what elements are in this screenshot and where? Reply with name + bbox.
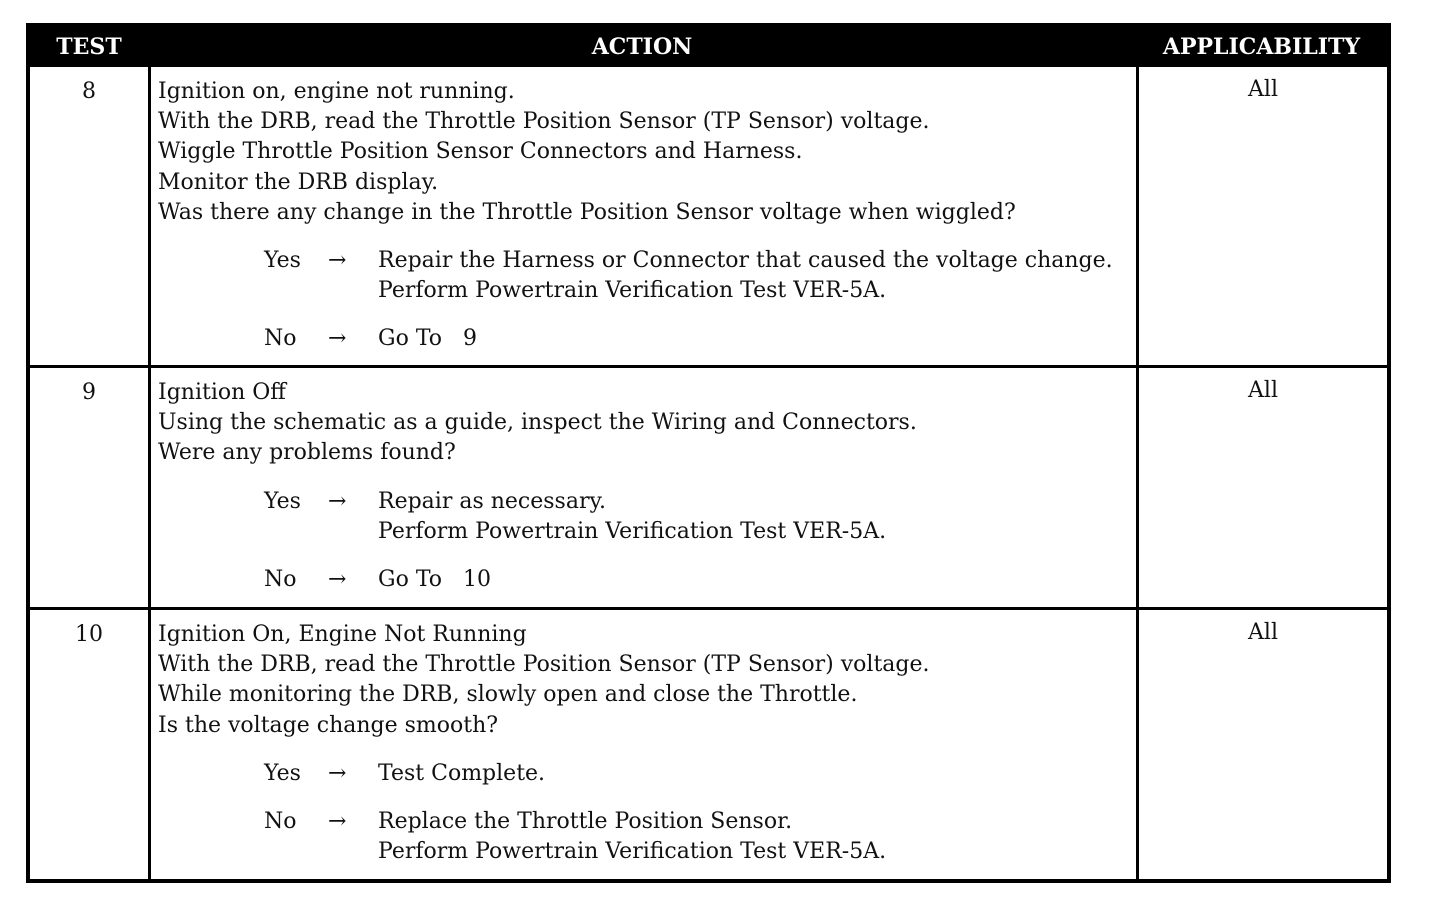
arrow-right-icon: → [328,326,347,352]
action-cell [158,378,1128,595]
branch-result [378,565,1128,595]
test-number: 10 [75,622,103,647]
result-line: Go To 9 [378,326,477,352]
action-step: Was there any change in the Throttle Position Sensor voltage when wiggled? [158,199,1016,225]
branch-label: No [264,326,297,352]
table-row-test-10 [30,610,1387,879]
branch-no [158,324,1128,354]
action-step: With the DRB, read the Throttle Position Sensor (TP Sensor) voltage. [158,109,930,135]
action-step: Using the schematic as a guide, inspect the Wiring and Connectors. [158,410,917,436]
branch-result [378,246,1128,306]
branch-label: Yes [264,248,301,274]
branch-yes [158,759,1128,789]
test-number: 8 [82,79,96,104]
applicability-cell: All [1248,620,1278,645]
branch-label: Yes [264,760,301,786]
result-line: Repair as necessary. [378,488,606,514]
branch-result [378,759,1128,789]
result-line: Go To 10 [378,567,491,593]
action-step: Were any problems found? [158,440,456,466]
branch-label: No [264,567,297,593]
arrow-right-icon: → [328,760,347,786]
action-step: Ignition On, Engine Not Running [158,622,527,647]
result-line: Replace the Throttle Position Sensor. [378,809,793,835]
action-step: Ignition Off [158,380,286,405]
header-test: TEST [56,34,122,60]
table-row-test-8 [30,67,1387,365]
result-line: Repair the Harness or Connector that caused the voltage change. [378,248,1113,274]
action-step: While monitoring the DRB, slowly open and close the Throttle. [158,682,858,708]
result-line: Perform Powertrain Verification Test VER-5A. [378,518,887,544]
arrow-right-icon: → [328,488,347,514]
header-applicability: APPLICABILITY [1162,34,1361,60]
branch-no [158,565,1128,595]
table-header [30,27,1387,67]
action-step: Is the voltage change smooth? [158,712,499,738]
branch-label: Yes [264,488,301,514]
result-line: Perform Powertrain Verification Test VER-5A. [378,839,887,865]
result-line: Perform Powertrain Verification Test VER-5A. [378,278,887,304]
action-step: Wiggle Throttle Position Sensor Connectors and Harness. [158,139,803,165]
branch-result [378,807,1128,867]
action-step: With the DRB, read the Throttle Position Sensor (TP Sensor) voltage. [158,652,930,678]
branch-label: No [264,809,297,835]
branch-result [378,487,1128,547]
diagnostic-test-table [26,23,1391,883]
applicability-cell: All [1248,77,1278,102]
arrow-right-icon: → [328,567,347,593]
action-cell [158,77,1128,355]
header-action: ACTION [591,34,693,60]
test-number: 9 [82,380,96,405]
branch-yes [158,487,1128,547]
branch-no [158,807,1128,867]
arrow-right-icon: → [328,248,347,274]
branch-result [378,324,1128,354]
action-cell [158,620,1128,867]
action-step: Monitor the DRB display. [158,169,439,195]
action-step: Ignition on, engine not running. [158,79,515,104]
arrow-right-icon: → [328,809,347,835]
applicability-cell: All [1248,378,1278,403]
table-row-test-9 [30,368,1387,607]
branch-yes [158,246,1128,306]
result-line: Test Complete. [378,760,546,786]
